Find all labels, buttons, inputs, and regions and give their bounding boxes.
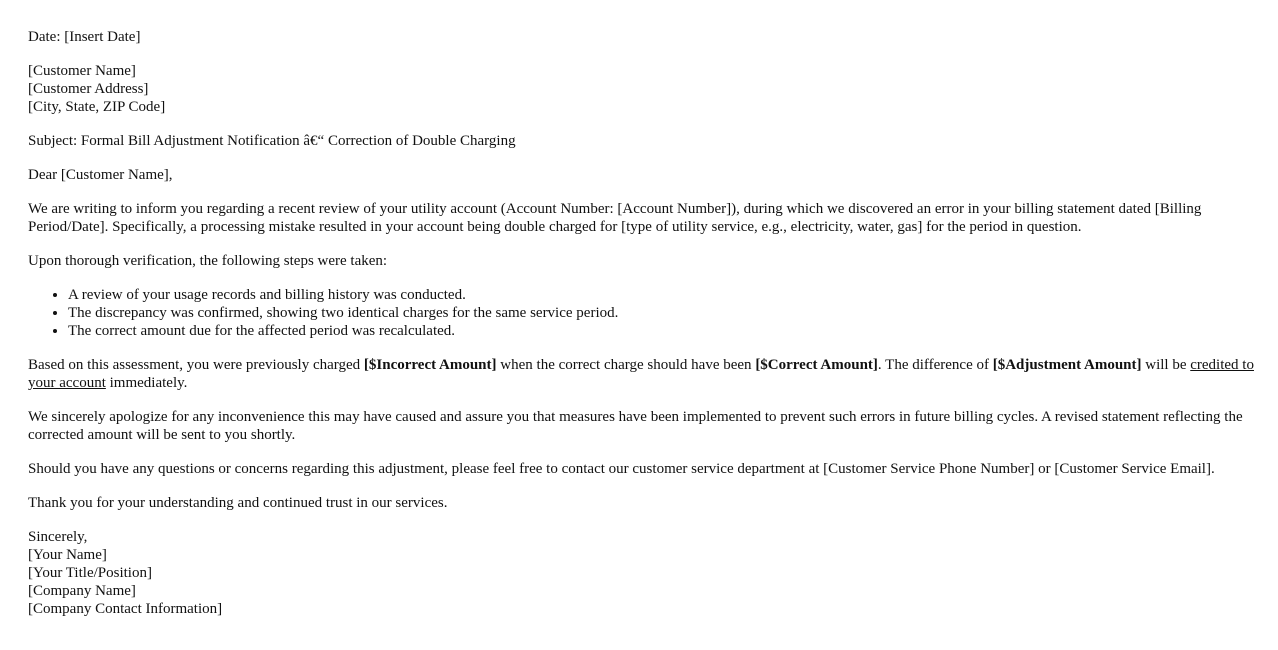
contact-paragraph: Should you have any questions or concerns regarding this adjustment, please feel free to contact our customer service department at [Customer Service Phone Number] or [Customer Service Email]. [28,461,1215,477]
intro-paragraph: We are writing to inform you regarding a recent review of your utility account (Account Number: [Account Number]), during which we discovered an error in your billing statement dated [Billing Period/Date]. Specifically, a processing mistake resulted in your account being double charged for [type of utility service, e.g., electricity, water, gas] for the period in question. [28,201,1202,235]
adjustment-amount: [$Adjustment Amount] [992,357,1142,373]
credited-to-account-text: credited to your account [28,357,1254,391]
assessment-paragraph [28,356,1258,392]
sender-name: [Your Name] [28,547,107,563]
company-contact: [Company Contact Information] [28,601,223,617]
steps-list [28,286,1258,340]
steps-intro: Upon thorough verification, the following steps were taken: [28,253,388,269]
assessment-text-5: immediately. [105,375,188,391]
assessment-text-1: Based on this assessment, you were previously charged [28,357,364,373]
salutation: Dear [Customer Name], [28,167,173,183]
correct-amount: [$Correct Amount] [755,357,878,373]
assessment-text-2: when the correct charge should have been [496,357,756,373]
sender-title: [Your Title/Position] [28,565,152,581]
assessment-text-4: will be [1141,357,1191,373]
incorrect-amount: [$Incorrect Amount] [363,357,497,373]
subject-line: Subject: Formal Bill Adjustment Notification â€“ Correction of Double Charging [28,133,516,149]
list-item: • The correct amount due for the affected period was recalculated. [68,322,1258,340]
apology-paragraph: We sincerely apologize for any inconvenience this may have caused and assure you that measures have been implemented to prevent such errors in future billing cycles. A revised statement reflecting the corrected amount will be sent to you shortly. [28,409,1243,443]
date-line: Date: [Insert Date] [28,29,141,45]
valediction: Sincerely, [28,529,88,545]
company-name: [Company Name] [28,583,136,599]
signature-block [28,528,1258,618]
recipient-address: [Customer Address] [28,81,149,97]
recipient-name: [Customer Name] [28,63,136,79]
assessment-text-3: . The difference of [877,357,993,373]
recipient-city-state-zip: [City, State, ZIP Code] [28,99,166,115]
list-item: • A review of your usage records and billing history was conducted. [68,286,1258,304]
list-item: • The discrepancy was confirmed, showing two identical charges for the same service period. [68,304,1258,322]
thanks-paragraph: Thank you for your understanding and continued trust in our services. [28,495,448,511]
recipient-address-block [28,62,1258,116]
